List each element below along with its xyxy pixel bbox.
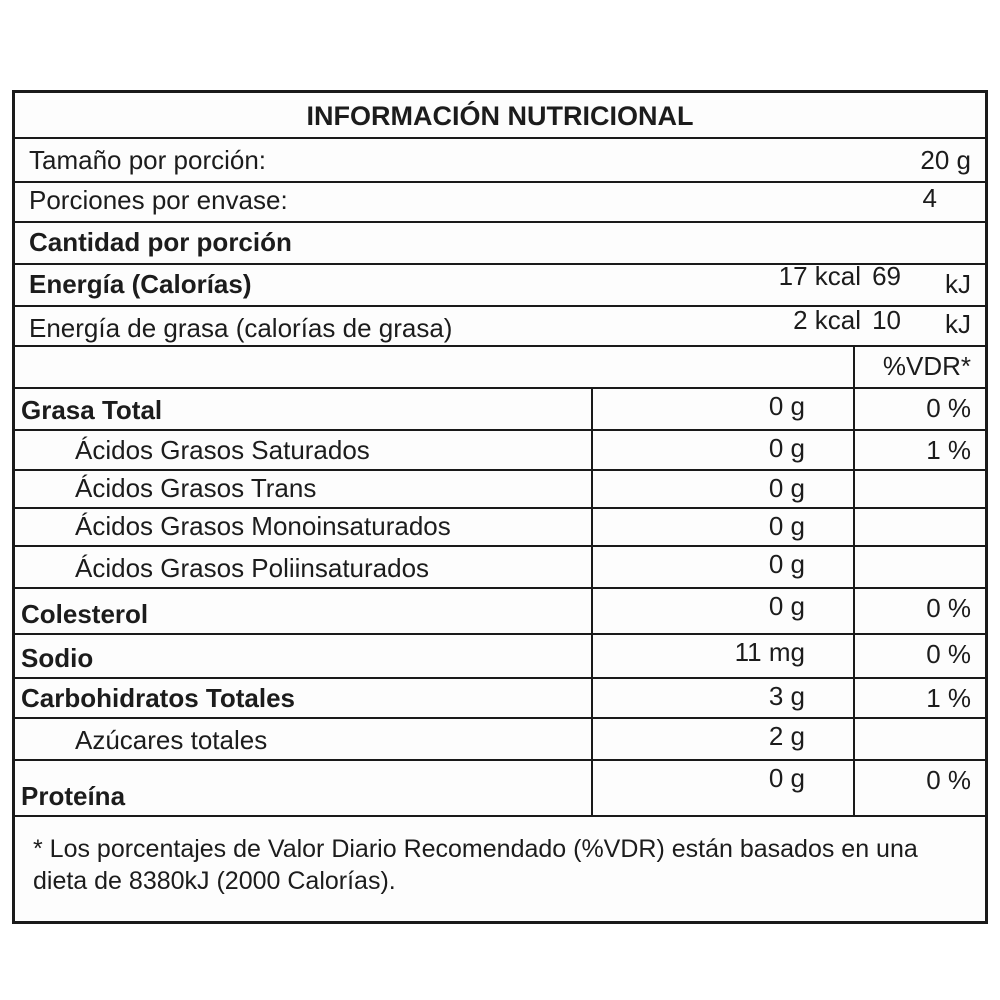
servings-per-container-label: Porciones por envase:: [29, 185, 288, 215]
nutrient-amount: 0 g: [768, 433, 805, 463]
row-divider: [15, 545, 985, 547]
servings-per-container-value: 4: [922, 183, 937, 213]
nutrient-amount: 11 mg: [734, 637, 805, 667]
divider: [15, 221, 985, 223]
nutrient-amount: 0 g: [768, 391, 805, 421]
vdr-column-divider: [853, 345, 855, 815]
nutrient-amount: 0 g: [768, 763, 805, 793]
energy-kcal: 17 kcal: [778, 261, 861, 291]
nutrient-amount: 0 g: [768, 511, 805, 541]
fat-energy-kj-unit: kJ: [945, 309, 971, 339]
nutrient-amount: 0 g: [768, 549, 805, 579]
vdr-header: %VDR*: [882, 351, 971, 381]
nutrient-amount: 2 g: [768, 721, 805, 751]
fat-energy-kj-value: 10: [872, 305, 901, 335]
nutrient-name: Sodio: [21, 643, 94, 673]
nutrient-vdr: 0 %: [926, 765, 971, 795]
energy-label: Energía (Calorías): [29, 269, 252, 299]
row-divider: [15, 759, 985, 761]
divider: [15, 137, 985, 139]
divider: [15, 181, 985, 183]
nutrient-name: Ácidos Grasos Poliinsaturados: [75, 553, 430, 583]
amount-per-serving-heading: Cantidad por porción: [29, 227, 292, 257]
row-divider: [15, 507, 985, 509]
nutrient-name: Ácidos Grasos Trans: [75, 473, 317, 503]
row-divider: [15, 469, 985, 471]
nutrient-vdr: 0 %: [926, 393, 971, 423]
nutrient-name: Ácidos Grasos Monoinsaturados: [75, 511, 451, 541]
row-divider: [15, 677, 985, 679]
row-divider: [15, 587, 985, 589]
energy-kj-unit: kJ: [945, 269, 971, 299]
serving-size-value: 20 g: [920, 145, 971, 175]
nutrient-amount: 3 g: [768, 681, 805, 711]
footnote: * Los porcentajes de Valor Diario Recomendado (%VDR) están basados en una dieta de 8380kJ (2000 Calorías).: [33, 835, 918, 895]
nutrient-amount: 0 g: [768, 591, 805, 621]
fat-energy-label: Energía de grasa (calorías de grasa): [29, 313, 453, 343]
row-divider: [15, 717, 985, 719]
nutrient-vdr: 1 %: [926, 435, 971, 465]
fat-energy-kcal: 2 kcal: [793, 305, 861, 335]
row-divider: [15, 429, 985, 431]
nutrient-vdr: 0 %: [926, 639, 971, 669]
nutrient-vdr: 1 %: [926, 683, 971, 713]
serving-size-label: Tamaño por porción:: [29, 145, 267, 175]
energy-kj-value: 69: [872, 261, 901, 291]
divider: [15, 387, 985, 389]
nutrition-facts-label: [12, 90, 988, 924]
divider: [15, 815, 985, 817]
nutrient-name: Ácidos Grasos Saturados: [75, 435, 370, 465]
amount-column-divider: [591, 387, 593, 815]
row-divider: [15, 633, 985, 635]
nutrient-name: Carbohidratos Totales: [21, 683, 296, 713]
nutrient-name: Azúcares totales: [75, 725, 268, 755]
divider: [15, 345, 985, 347]
nutrient-amount: 0 g: [768, 473, 805, 503]
nutrient-vdr: 0 %: [926, 593, 971, 623]
label-title: INFORMACIÓN NUTRICIONAL: [306, 101, 694, 131]
nutrient-name: Colesterol: [21, 599, 149, 629]
nutrient-name: Proteína: [21, 781, 126, 811]
nutrient-name: Grasa Total: [21, 395, 163, 425]
